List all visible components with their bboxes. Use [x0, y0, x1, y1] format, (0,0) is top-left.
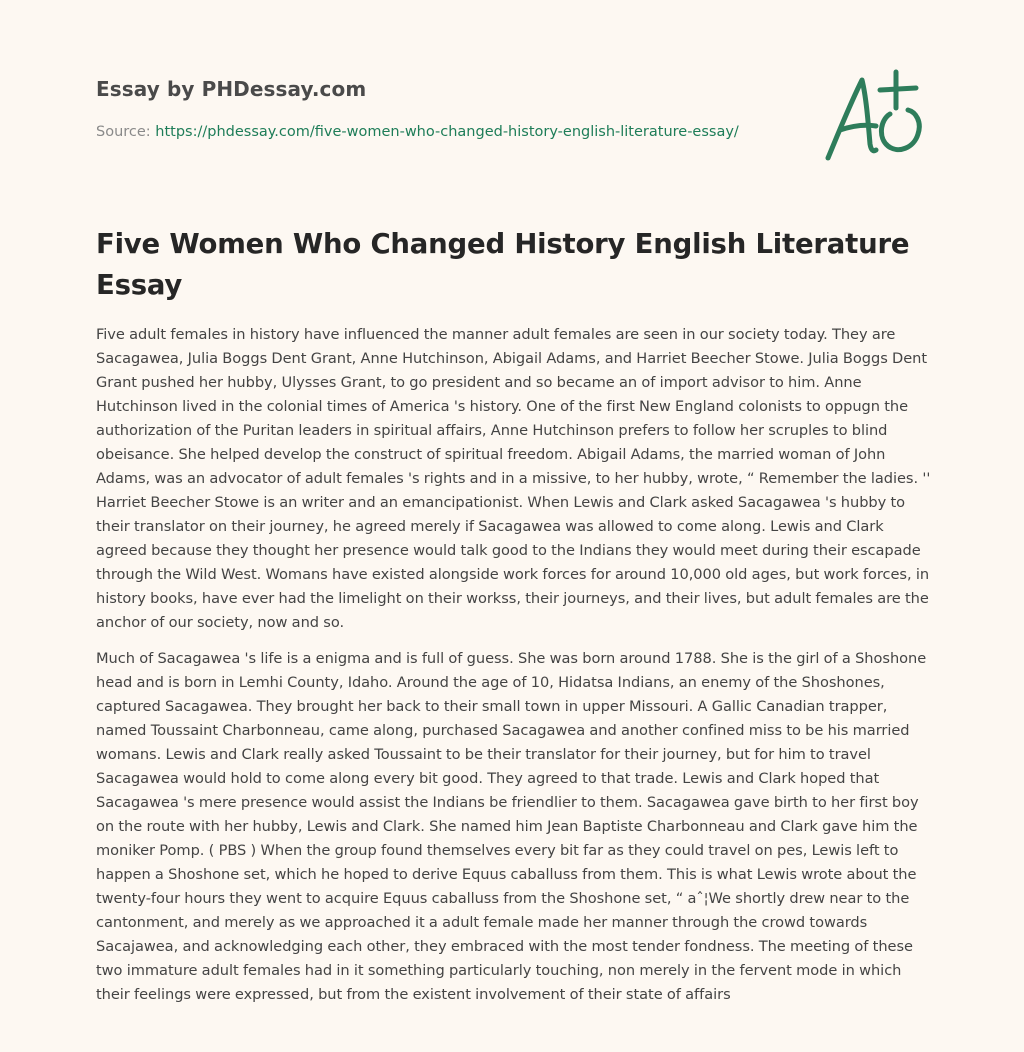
- source-link[interactable]: https://phdessay.com/five-women-who-changed-history-english-literature-essay/: [155, 124, 739, 140]
- site-brand: Essay by PHDessay.com: [96, 77, 367, 101]
- page-header: [96, 74, 796, 142]
- source-line: [96, 122, 796, 142]
- essay-paragraph: Much of Sacagawea 's life is a enigma and is full of guess. She was born around 1788. She is the girl of a Shoshone head and is born in Lemhi County, Idaho. Around the age of 10, Hidatsa Indians, an enemy of the Shoshones, captured Sacagawea. They brought her back to their small town in upper Missouri. A Gallic Canadian trapper, named Toussaint Charbonneau, came along, purchased Sacagawea and another confined miss to be his married womans. Lewis and Clark really asked Toussaint to be their translator for their journey, but for him to travel Sacagawea would hold to come along every bit good. They agreed to that trade. Lewis and Clark hoped that Sacagawea 's mere presence would assist the Indians be friendlier to them. Sacagawea gave birth to her first boy on the route with her hubby, Lewis and Clark. She named him Jean Baptiste Charbonneau and Clark gave him the moniker Pomp. ( PBS ) When the group found themselves every bit far as they could travel on pes, Lewis left to happen a Shoshone set, which he hoped to derive Equus caballuss from them. This is what Lewis wrote about the twenty-four hours they went to acquire Equus caballuss from the Shoshone set, “ aˆ¦We shortly drew near to the cantonment, and merely as we approached it a adult female made her manner through the crowd towards Sacajawea, and acknowledging each other, they embraced with the most tender fondness. The meeting of these two immature adult females had in it something particularly touching, non merely in the fervent mode in which their feelings were expressed, but from the existent involvement of their state of affairs: [96, 650, 927, 1003]
- essay-title: Five Women Who Changed History English Literature Essay: [96, 228, 910, 301]
- a-plus-grade-icon: [818, 64, 930, 168]
- essay-paragraph: Five adult females in history have influenced the manner adult females are seen in our society today. They are Sacagawea, Julia Boggs Dent Grant, Anne Hutchinson, Abigail Adams, and Harriet Beecher Stowe. Julia Boggs Dent Grant pushed her hubby, Ulysses Grant, to go president and so became an of import advisor to him. Anne Hutchinson lived in the colonial times of America 's history. One of the first New England colonists to oppugn the authorization of the Puritan leaders in spiritual affairs, Anne Hutchinson prefers to follow her scruples to blind obeisance. She helped develop the construct of spiritual freedom. Abigail Adams, the married woman of John Adams, was an advocator of adult females 's rights and in a missive, to her hubby, wrote, “ Remember the ladies. '' Harriet Beecher Stowe is an writer and an emancipationist. When Lewis and Clark asked Sacagawea 's hubby to their translator on their journey, he agreed merely if Sacagawea was allowed to come along. Lewis and Clark agreed because they thought her presence would talk good to the Indians they would meet during their escapade through the Wild West. Womans have existed alongside work forces for around 10,000 old ages, but work forces, in history books, have ever had the limelight on their workss, their journeys, and their lives, but adult females are the anchor of our society, now and so.: [96, 326, 931, 631]
- essay-body: [96, 323, 932, 1019]
- source-label: Source:: [96, 124, 156, 140]
